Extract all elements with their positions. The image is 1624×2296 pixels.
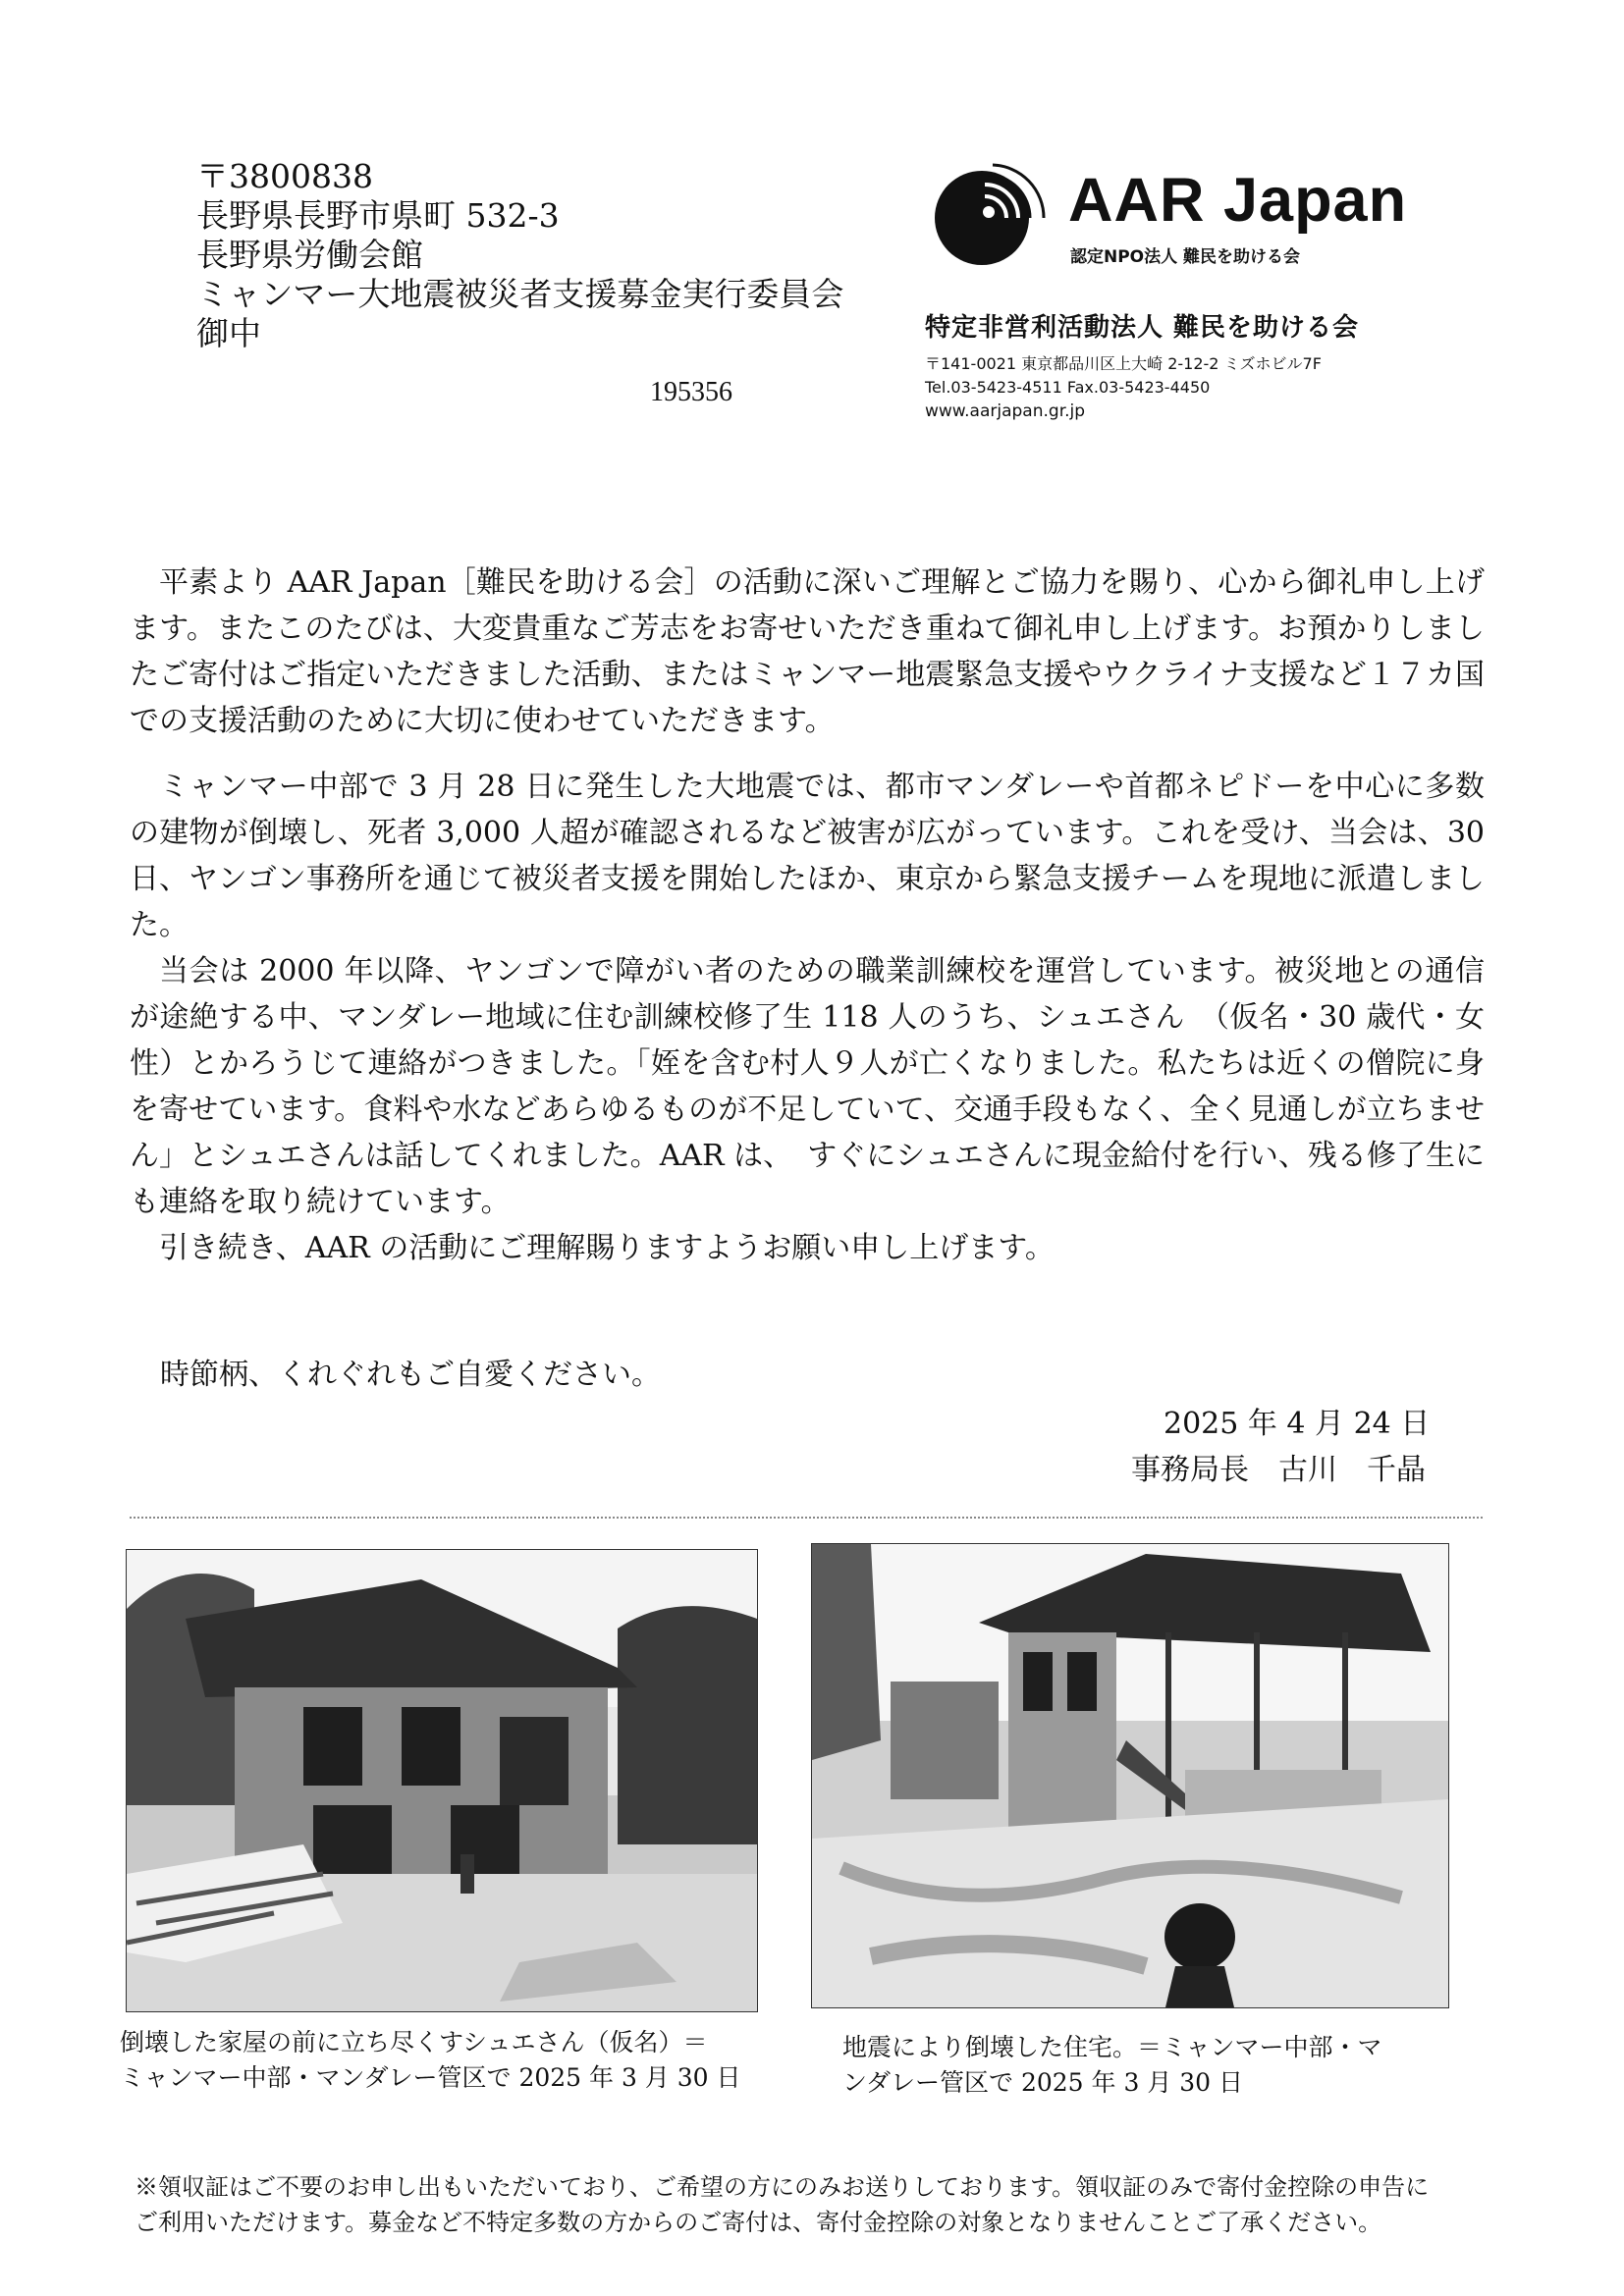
sender-address: 〒141-0021 東京都品川区上大崎 2-12-2 ミズホビル7F: [925, 354, 1322, 373]
recipient-postal-code: 〒3800838: [196, 157, 373, 195]
letter-paragraph: 引き続き、AAR の活動にご理解賜りますようお願い申し上げます。: [159, 1231, 1055, 1265]
photo-caption: [842, 2030, 1382, 2101]
logo-wordmark: AAR Japan: [1068, 166, 1408, 235]
letter-date: 2025 年 4 月 24 日: [1164, 1407, 1431, 1441]
sender-website[interactable]: www.aarjapan.gr.jp: [925, 401, 1086, 421]
signer: 事務局長 古川 千晶: [1131, 1453, 1426, 1487]
footnote-line: ご利用いただけます。募金など不特定多数の方からのご寄付は、寄付金控除の対象となりませんことご了承ください。: [135, 2209, 1382, 2236]
recipient-address-line: 長野県長野市県町 532-3: [196, 196, 560, 235]
letter-paragraph: ミャンマー中部で 3 月 28 日に発生した大地震では、都市マンダレーや首都ネピドーを中心に多数の建物が倒壊し、死者 3,000 人超が確認されるなど被害が広がっています。これを受け、当会は、30 日、ヤンゴン事務所を通じて被災者支援を開始したほか、東京から緊急支援チームを現地に派遣しました。: [130, 770, 1485, 942]
recipient-address: [196, 157, 843, 353]
photo-collapsed-house: [126, 1549, 758, 2012]
footnote-line: ※領収証はご不要のお申し出もいただいており、ご希望の方にのみお送りしております。領収証のみで寄付金控除の申告に: [135, 2173, 1430, 2201]
letter-body: [130, 560, 1485, 1271]
logo-subtitle: 認定NPO法人 難民を助ける会: [1070, 247, 1301, 267]
photo-collapsed-residence: [811, 1543, 1449, 2008]
photo-caption-line: 地震により倒壊した住宅。＝ミャンマー中部・マ: [842, 2033, 1382, 2061]
recipient-building: 長野県労働会館: [196, 236, 423, 274]
reference-number: 195356: [650, 377, 732, 407]
photo-caption: [120, 2025, 741, 2096]
photo-caption-line: 倒壊した家屋の前に立ち尽くすシュエさん（仮名）＝: [120, 2028, 708, 2056]
sender-name: 特定非営利活動法人 難民を助ける会: [925, 313, 1360, 343]
photo-collapsed-residence-image: [812, 1544, 1448, 2007]
recipient-organization: ミャンマー大地震被災者支援募金実行委員会: [196, 275, 844, 313]
letter-paragraph: 平素より AAR Japan［難民を助ける会］の活動に深いご理解とご協力を賜り、心から御礼申し上げます。またこのたびは、大変貴重なご芳志をお寄せいただき重ねて御礼申し上げます。お預かりしましたご寄付はご指定いただきました活動、またはミャンマー地震緊急支援やウクライナ支援など１７カ国での支援活動のために大切に使わせていただきます。: [130, 565, 1485, 738]
photo-caption-line: ミャンマー中部・マンダレー管区で 2025 年 3 月 30 日: [120, 2063, 741, 2092]
recipient-honorific: 御中: [196, 314, 261, 352]
sender-contact: Tel.03-5423-4511 Fax.03-5423-4450: [925, 378, 1211, 397]
divider: [130, 1517, 1483, 1519]
closing-remark: 時節柄、くれぐれもご自愛ください。: [160, 1358, 661, 1392]
photo-collapsed-house-image: [127, 1550, 757, 2011]
aar-logo-icon: [928, 157, 1056, 275]
receipt-footnote: [135, 2169, 1509, 2240]
letter-paragraph: 当会は 2000 年以降、ヤンゴンで障がい者のための職業訓練校を運営しています。被災地との通信が途絶する中、マンダレー地域に住む訓練校修了生 118 人のうち、シュエさん （仮名・30 歳代・女性）とかろうじて連絡がつきました。「姪を含む村人９人が亡くなりました。私たちは近くの僧院に身を寄せています。食料や水などあらゆるものが不足していて、交通手段もなく、全く見通しが立ちません」とシュエさんは話してくれました。AAR は、 すぐにシュエさんに現金給付を行い、残る修了生にも連絡を取り続けています。: [130, 954, 1485, 1219]
photo-caption-line: ンダレー管区で 2025 年 3 月 30 日: [842, 2068, 1244, 2097]
